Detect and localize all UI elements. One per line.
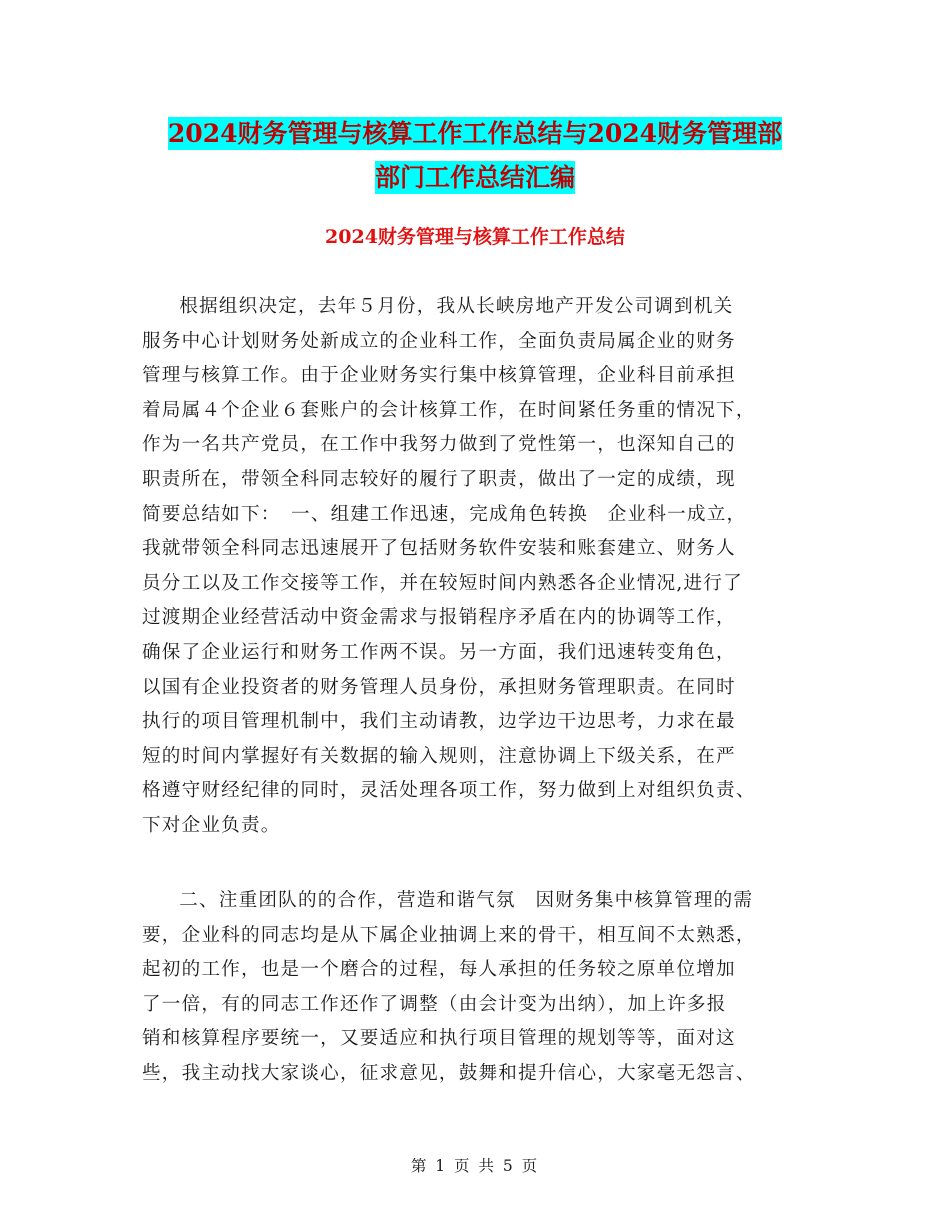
- text-line: 作为一名共产党员，在工作中我努力做到了党性第一，也深知自己的: [142, 434, 736, 456]
- title-line-1: 2024财务管理与核算工作工作总结与2024财务管理部: [167, 119, 783, 148]
- text-line: 二、注重团队的的合作，营造和谐气氛 因财务集中核算管理的需: [179, 890, 754, 911]
- paragraph-1: [142, 290, 810, 844]
- text-line: 根据组织决定，去年５月份，我从长峡房地产开发公司调到机关: [179, 296, 734, 317]
- text-line: 职责所在，带领全科同志较好的履行了职责，做出了一定的成绩，现: [142, 468, 736, 490]
- text-line: 过渡期企业经营活动中资金需求与报销程序矛盾在内的协调等工作，: [142, 607, 736, 629]
- text-line: 了一倍，有的同志工作还作了调整（由会计变为出纳），加上许多报: [142, 993, 727, 1015]
- text-line: 要，企业科的同志均是从下属企业抽调上来的骨干，相互间不太熟悉，: [142, 924, 756, 946]
- text-line: 着局属４个企业６套账户的会计核算工作，在时间紧任务重的情况下，: [142, 399, 756, 421]
- page-footer: 第 1 页 共 5 页: [410, 1157, 540, 1175]
- text-line: 管理与核算工作。由于企业财务实行集中核算管理，企业科目前承担: [142, 365, 736, 387]
- text-line: 下对企业负责。: [142, 814, 281, 836]
- text-line: 员分工以及工作交接等工作，并在较短时间内熟悉各企业情况,进行了: [142, 572, 743, 594]
- text-line: 销和核算程序要统一，又要适应和执行项目管理的规划等等，面对这: [142, 1028, 736, 1050]
- text-line: 执行的项目管理机制中，我们主动请教，边学边干边思考，力求在最: [142, 711, 736, 733]
- text-line: 以国有企业投资者的财务管理人员身份，承担财务管理职责。在同时: [142, 676, 736, 698]
- text-line: 服务中心计划财务处新成立的企业科工作，全面负责局属企业的财务: [142, 330, 736, 352]
- text-line: 起初的工作，也是一个磨合的过程，每人承担的任务较之原单位增加: [142, 959, 736, 981]
- paragraph-2: [142, 884, 810, 1092]
- text-line: 短的时间内掌握好有关数据的输入规则，注意协调上下级关系，在严: [142, 745, 736, 767]
- text-line: 确保了企业运行和财务工作两不误。另一方面，我们迅速转变角色，: [142, 641, 736, 663]
- text-line: 些，我主动找大家谈心，征求意见，鼓舞和提升信心，大家毫无怨言、: [142, 1062, 756, 1084]
- text-line: 简要总结如下： 一、组建工作迅速，完成角色转换 企业科一成立，: [142, 503, 747, 525]
- title-line-2: 部门工作总结汇编: [374, 163, 575, 192]
- text-line: 格遵守财经纪律的同时，灵活处理各项工作，努力做到上对组织负责、: [142, 780, 756, 802]
- section-title: 2024财务管理与核算工作工作总结: [325, 226, 625, 248]
- document-title: [0, 112, 950, 200]
- text-line: 我就带领全科同志迅速展开了包括财务软件安装和账套建立、财务人: [142, 538, 736, 560]
